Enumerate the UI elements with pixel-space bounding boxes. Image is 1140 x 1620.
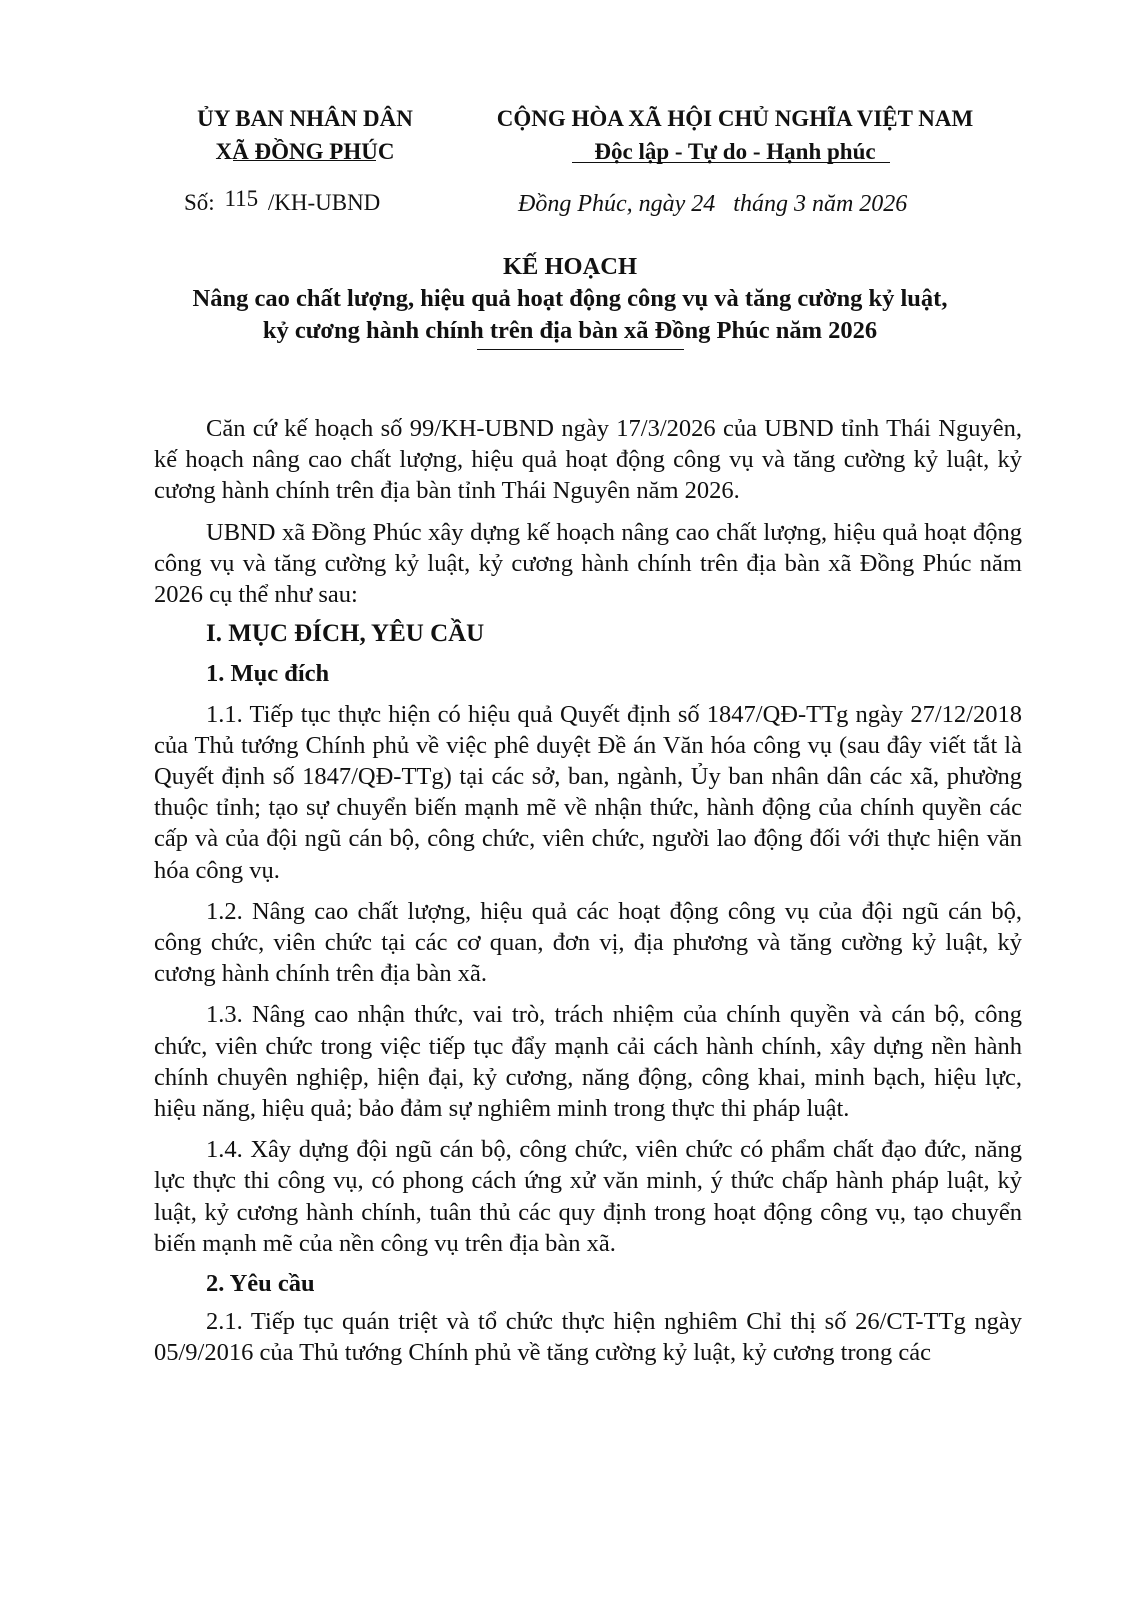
document-subtitle-line1: Nâng cao chất lượng, hiệu quả hoạt động công vụ và tăng cường kỷ luật, [192, 285, 948, 312]
motto-underline [572, 162, 890, 163]
issuer-name: ỦY BAN NHÂN DÂN [197, 106, 413, 131]
document-title: KẾ HOẠCH [502, 253, 638, 280]
issuer-block [150, 102, 460, 168]
issuer-commune: XÃ ĐỒNG PHÚC [215, 139, 395, 164]
number-value: 115 [224, 186, 259, 211]
number-suffix: /KH-UBND [267, 190, 381, 215]
number-label: Số: [184, 190, 215, 215]
purpose-item-1-3: 1.3. Nâng cao nhận thức, vai trò, trách nhiệm của chính quyền và cán bộ, công chức, viên chức trong việc tiếp tục đẩy mạnh cải cách hành chính, xây dựng nền hành chính chuyên nghiệp, hiện đại, kỷ cương, năng động, công khai, minh bạch, hiệu lực, hiệu năng, hiệu quả; bảo đảm sự nghiêm minh trong thực thi pháp luật. [154, 1001, 1022, 1123]
document-title-block [120, 251, 1020, 347]
place-date [518, 191, 907, 218]
place-day: Đồng Phúc, ngày 24 [518, 191, 716, 217]
document-subtitle-line2: kỷ cương hành chính trên địa bàn xã Đồng Phúc năm 2026 [262, 317, 878, 344]
purpose-item-1-4: 1.4. Xây dựng đội ngũ cán bộ, công chức, viên chức có phẩm chất đạo đức, năng lực thực thi công vụ, có phong cách ứng xử văn minh, ý thức chấp hành pháp luật, kỷ luật, kỷ cương hành chính, tuân thủ các quy định trong hoạt động công vụ, tạo chuyển biến mạnh mẽ của nền công vụ trên địa bàn xã. [154, 1136, 1022, 1257]
title-underline [477, 349, 684, 350]
national-header [455, 102, 1015, 168]
national-motto: Độc lập - Tự do - Hạnh phúc [594, 139, 876, 164]
document-number [184, 186, 381, 216]
subsection-heading-purpose: 1. Mục đích [206, 660, 330, 688]
subsection-heading-requirements: 2. Yêu cầu [206, 1270, 315, 1298]
requirement-item-2-1: 2.1. Tiếp tục quán triệt và tổ chức thực hiện nghiêm Chỉ thị số 26/CT-TTg ngày 05/9/2016 của Thủ tướng Chính phủ về tăng cường kỷ luật, kỷ cương trong các [154, 1308, 1022, 1367]
purpose-item-1-1: 1.1. Tiếp tục thực hiện có hiệu quả Quyết định số 1847/QĐ-TTg ngày 27/12/2018 của Thủ tướng Chính phủ về việc phê duyệt Đề án Văn hóa công vụ (sau đây viết tắt là Quyết định số 1847/QĐ-TTg) tại các sở, ban, ngành, Ủy ban nhân dân các xã, phường thuộc tỉnh; tạo sự chuyển biến mạnh mẽ về nhận thức, hành động của chính quyền các cấp và của đội ngũ cán bộ, công chức, viên chức, người lao động đối với thực hiện văn hóa công vụ. [154, 700, 1022, 884]
section-heading-1: I. MỤC ĐÍCH, YÊU CẦU [206, 620, 485, 648]
document-body [154, 413, 1022, 1369]
body-paragraph-intro: UBND xã Đồng Phúc xây dựng kế hoạch nâng cao chất lượng, hiệu quả hoạt động công vụ và tăng cường kỷ luật, kỷ cương hành chính trên địa bàn xã Đồng Phúc năm 2026 cụ thể như sau: [154, 518, 1022, 609]
body-paragraph-basis: Căn cứ kế hoạch số 99/KH-UBND ngày 17/3/2026 của UBND tỉnh Thái Nguyên, kế hoạch nâng cao chất lượng, hiệu quả hoạt động công vụ và tăng cường kỷ luật, kỷ cương hành chính trên địa bàn tỉnh Thái Nguyên năm 2026. [154, 415, 1022, 505]
purpose-item-1-2: 1.2. Nâng cao chất lượng, hiệu quả các hoạt động công vụ của đội ngũ cán bộ, công chức, viên chức tại các cơ quan, đơn vị, địa phương và tăng cường kỷ luật, kỷ cương hành chính trên địa bàn xã. [154, 897, 1022, 988]
issuer-underline [233, 160, 376, 161]
month-year: tháng 3 năm 2026 [733, 191, 908, 217]
national-name: CỘNG HÒA XÃ HỘI CHỦ NGHĨA VIỆT NAM [496, 106, 974, 131]
